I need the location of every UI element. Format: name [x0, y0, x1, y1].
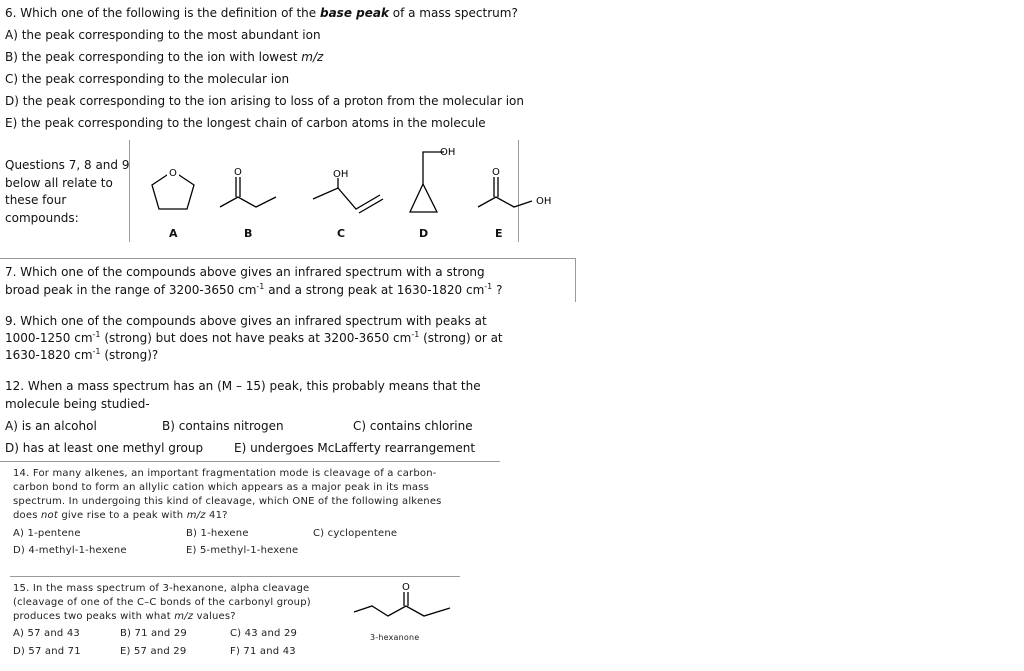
q6-option-e: E) the peak corresponding to the longest chain of carbon atoms in the molecule: [5, 116, 486, 130]
q12-option-d: D) has at least one methyl group: [5, 441, 204, 455]
compound-label-b: B: [244, 227, 253, 240]
q9-line-1: 9. Which one of the compounds above gives an infrared spectrum with peaks at: [5, 314, 487, 328]
compound-label-c: C: [337, 227, 346, 240]
q7-line-1: 7. Which one of the compounds above gives an infrared spectrum with a strong: [5, 265, 485, 279]
compound-d-hydroxyl: OH: [440, 147, 456, 158]
q12-line-1: 12. When a mass spectrum has an (M – 15) peak, this probably means that the: [5, 379, 481, 393]
q6-base-peak: base peak: [319, 6, 389, 20]
intro-line-2: below all relate to: [5, 176, 113, 190]
intro-line-1: Questions 7, 8 and 9: [5, 158, 130, 172]
q6-stem: 6. Which one of the following is the definition of the base peak of a mass spectrum?: [5, 6, 518, 20]
q14-option-c: C) cyclopentene: [313, 528, 398, 539]
q12-divider: [0, 461, 500, 462]
compound-a-structure: [148, 165, 198, 215]
compound-e-hydroxyl: OH: [536, 196, 552, 207]
q14-option-d: D) 4-methyl-1-hexene: [13, 545, 127, 556]
q15-option-e: E) 57 and 29: [120, 646, 187, 657]
compound-label-d: D: [419, 227, 429, 240]
hexanone-structure: [350, 578, 460, 628]
q15-option-d: D) 57 and 71: [13, 646, 81, 657]
hexanone-label: 3-hexanone: [370, 633, 420, 642]
hexanone-chain: [354, 606, 450, 616]
compound-a-oxygen: O: [169, 168, 177, 179]
q14-line-3: spectrum. In undergoing this kind of cleavage, which ONE of the following alkenes: [13, 496, 442, 507]
compound-d-structure: [400, 140, 470, 215]
q9-line-3: 1630-1820 $cm^{-1}$ (strong)?: [5, 347, 159, 362]
compound-e-chain: [478, 197, 532, 207]
compounds-box-left: [129, 140, 130, 242]
q9-line-2: 1000-1250 $cm^{-1}$ (strong) but does not have peaks at 3200-3650 $cm^{-1}$ (strong) or at: [5, 330, 503, 345]
compound-c-structure: [310, 165, 390, 220]
q14-option-b: B) 1-hexene: [186, 528, 249, 539]
compound-label-a: A: [169, 227, 178, 240]
q6-option-c: C) the peak corresponding to the molecular ion: [5, 72, 290, 86]
q12-option-b: B) contains nitrogen: [162, 419, 284, 433]
q15-option-a: A) 57 and 43: [13, 628, 80, 639]
q12-option-c: C) contains chlorine: [353, 419, 473, 433]
hexanone-oxygen: O: [402, 582, 410, 593]
compound-c-chain: [313, 188, 380, 209]
q14-option-a: A) 1-pentene: [13, 528, 81, 539]
q15-line-1: 15. In the mass spectrum of 3-hexanone, alpha cleavage: [13, 583, 310, 594]
q15-line-3: produces two peaks with what m/z values?: [13, 611, 236, 622]
compound-c-hydroxyl: OH: [333, 169, 349, 180]
q12-option-a: A) is an alcohol: [5, 419, 97, 433]
q12-line-2: molecule being studied-: [5, 397, 150, 411]
q6-option-a: A) the peak corresponding to the most abundant ion: [5, 28, 321, 42]
compound-b-chain: [220, 197, 276, 207]
compound-label-e: E: [495, 227, 503, 240]
q14-line-2: carbon bond to form an allylic cation which appears as a major peak in its mass: [13, 482, 430, 493]
q15-option-f: F) 71 and 43: [230, 646, 296, 657]
q6-option-b: B) the peak corresponding to the ion with lowest m/z: [5, 50, 324, 64]
compound-e-structure: [470, 165, 570, 215]
q15-option-c: C) 43 and 29: [230, 628, 298, 639]
q7-box-top: [0, 258, 575, 259]
q14-line-1: 14. For many alkenes, an important fragmentation mode is cleavage of a carbon-: [13, 468, 437, 479]
compound-b-structure: [218, 165, 298, 215]
q15-line-2: (cleavage of one of the C–C bonds of the carbonyl group): [13, 597, 311, 608]
q15-option-b: B) 71 and 29: [120, 628, 187, 639]
q12-option-e: E) undergoes McLafferty rearrangement: [234, 441, 476, 455]
intro-line-4: compounds:: [5, 211, 79, 225]
compound-d-ring: [410, 184, 437, 212]
intro-line-3: these four: [5, 193, 67, 207]
compound-e-oxygen: O: [492, 167, 500, 178]
q6-option-d: D) the peak corresponding to the ion arising to loss of a proton from the molecular ion: [5, 94, 525, 108]
q14-option-e: E) 5-methyl-1-hexene: [186, 545, 299, 556]
q7-box-right: [575, 258, 576, 302]
q14-divider: [10, 576, 460, 577]
compound-b-oxygen: O: [234, 167, 242, 178]
q7-line-2: broad peak in the range of 3200-3650 $cm^{-1}$ and a strong peak at 1630-1820 $cm^{-1}$ ?: [5, 282, 503, 297]
q14-line-4: does not give rise to a peak with m/z 41?: [13, 510, 228, 521]
